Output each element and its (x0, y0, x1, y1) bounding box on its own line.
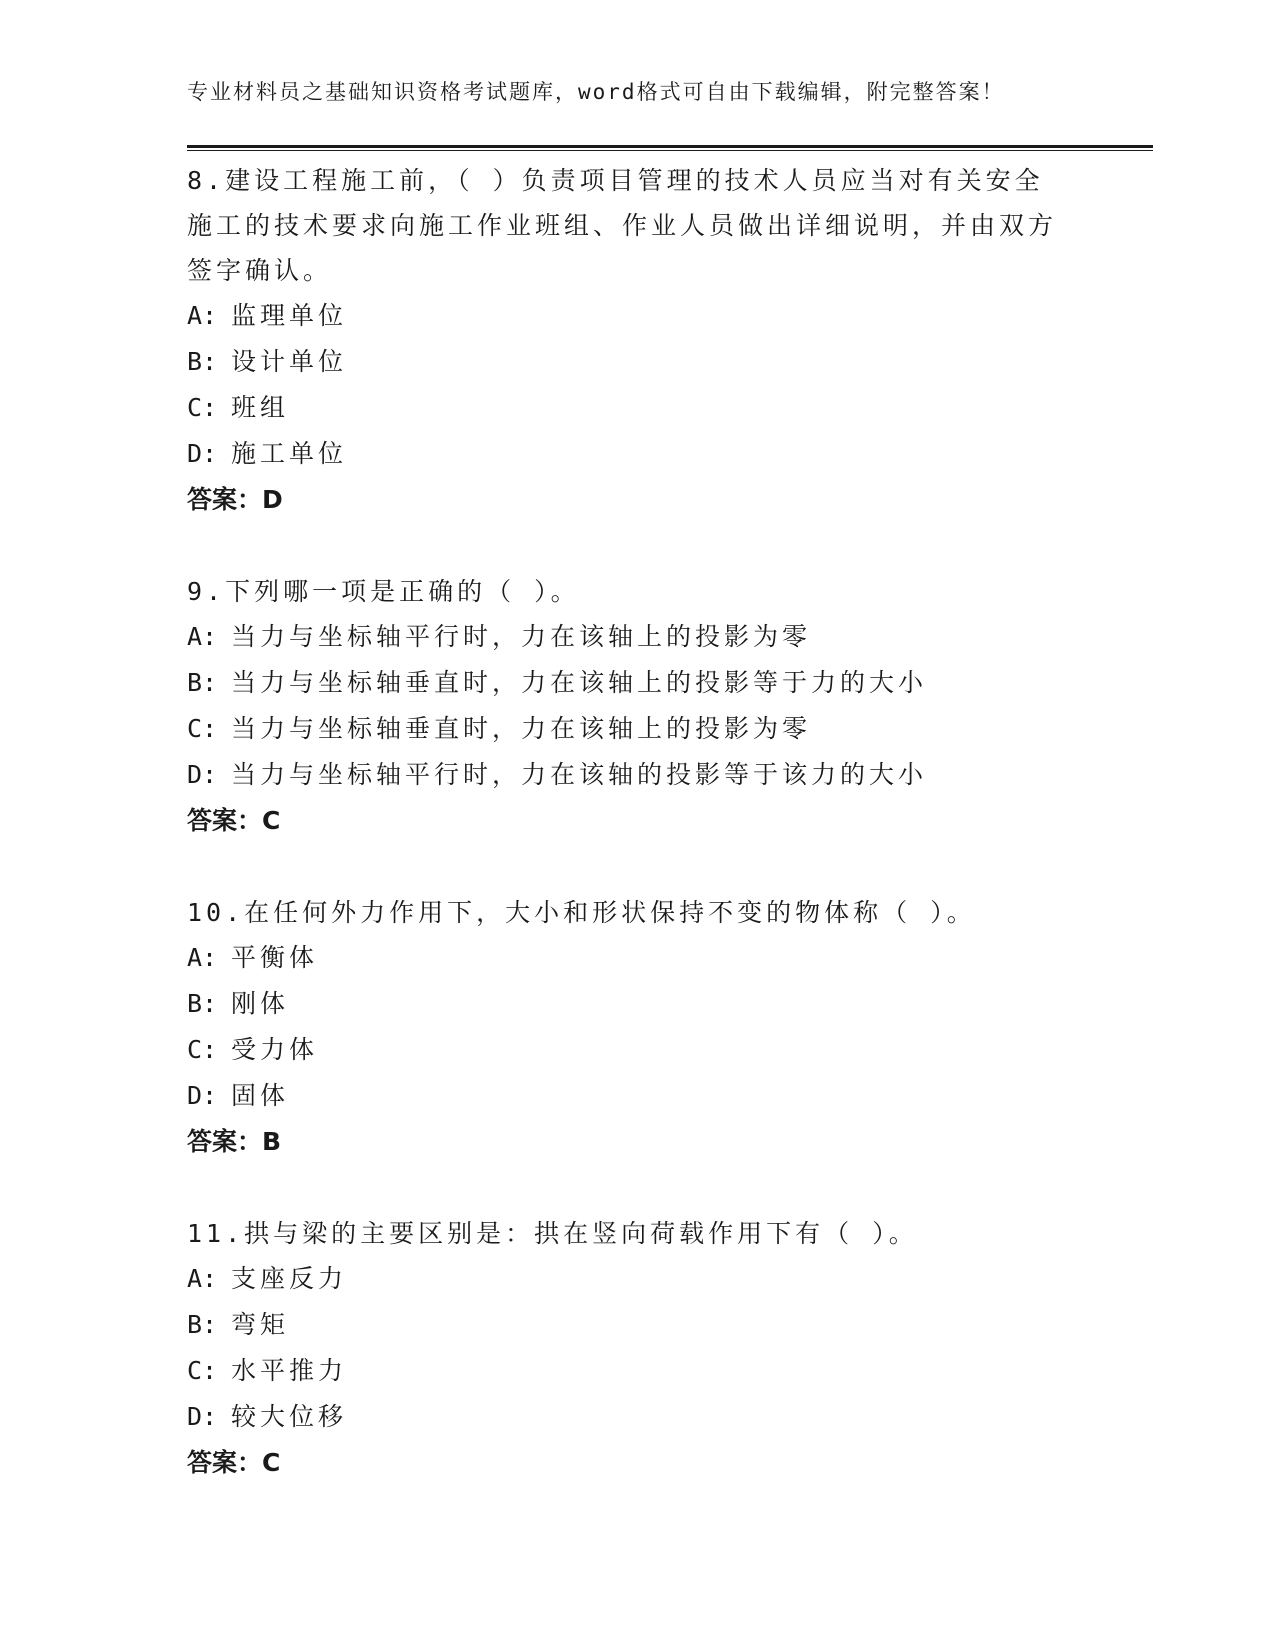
option-letter: A: (187, 301, 218, 330)
question-10 (187, 890, 1087, 1165)
option-text: 施工单位 (231, 439, 348, 468)
option-letter: D: (187, 1402, 218, 1431)
option-letter: C: (187, 1356, 218, 1385)
option-letter: B: (187, 989, 218, 1018)
option-letter: D: (187, 760, 218, 789)
option-text: 当力与坐标轴垂直时，力在该轴上的投影为零 (231, 714, 812, 743)
option-text: 班组 (231, 393, 290, 422)
option-letter: B: (187, 1310, 218, 1339)
question-list (187, 158, 1087, 1532)
question-11 (187, 1211, 1087, 1486)
option-letter: C: (187, 714, 218, 743)
option-c (187, 1027, 1087, 1073)
question-stem: 9.下列哪一项是正确的（ ）。 (187, 577, 580, 606)
header-divider-thick (187, 145, 1153, 148)
option-c (187, 1348, 1087, 1394)
option-letter: B: (187, 347, 218, 376)
option-c (187, 706, 1087, 752)
option-letter: A: (187, 622, 218, 651)
option-a (187, 1256, 1087, 1302)
option-b (187, 1302, 1087, 1348)
option-text: 当力与坐标轴平行时，力在该轴上的投影为零 (231, 622, 812, 651)
question-stem: 10.在任何外力作用下，大小和形状保持不变的物体称（ ）。 (187, 898, 976, 927)
option-letter: D: (187, 1081, 218, 1110)
option-d (187, 431, 1087, 477)
option-text: 水平推力 (231, 1356, 348, 1385)
option-letter: C: (187, 1035, 218, 1064)
option-d (187, 1073, 1087, 1119)
option-text: 监理单位 (231, 301, 348, 330)
option-letter: A: (187, 943, 218, 972)
answer-line: 答案：D (187, 485, 283, 514)
option-text: 固体 (231, 1081, 290, 1110)
option-b (187, 339, 1087, 385)
option-text: 平衡体 (231, 943, 319, 972)
page-header: 专业材料员之基础知识资格考试题库，word格式可自由下载编辑，附完整答案！ (187, 80, 1005, 104)
option-d (187, 1394, 1087, 1440)
option-a (187, 614, 1087, 660)
option-b (187, 981, 1087, 1027)
option-letter: A: (187, 1264, 218, 1293)
option-letter: C: (187, 393, 218, 422)
answer-line: 答案：C (187, 1448, 281, 1477)
option-text: 受力体 (231, 1035, 319, 1064)
question-8 (187, 158, 1087, 523)
option-text: 支座反力 (231, 1264, 348, 1293)
option-text: 设计单位 (231, 347, 348, 376)
option-c (187, 385, 1087, 431)
option-a (187, 293, 1087, 339)
answer-line: 答案：B (187, 1127, 282, 1156)
header-divider-thin (187, 150, 1153, 151)
option-text: 当力与坐标轴垂直时，力在该轴上的投影等于力的大小 (231, 668, 928, 697)
option-letter: B: (187, 668, 218, 697)
option-text: 弯矩 (231, 1310, 290, 1339)
option-text: 较大位移 (231, 1402, 348, 1431)
option-a (187, 935, 1087, 981)
option-text: 刚体 (231, 989, 290, 1018)
question-stem: 11.拱与梁的主要区别是：拱在竖向荷载作用下有（ ）。 (187, 1219, 918, 1248)
option-d (187, 752, 1087, 798)
answer-line: 答案：C (187, 806, 281, 835)
question-stem: 8.建设工程施工前，（ ）负责项目管理的技术人员应当对有关安全施工的技术要求向施工作业班组、作业人员做出详细说明，并由双方签字确认。 (187, 166, 1058, 285)
option-letter: D: (187, 439, 218, 468)
option-b (187, 660, 1087, 706)
question-9 (187, 569, 1087, 844)
option-text: 当力与坐标轴平行时，力在该轴的投影等于该力的大小 (231, 760, 928, 789)
